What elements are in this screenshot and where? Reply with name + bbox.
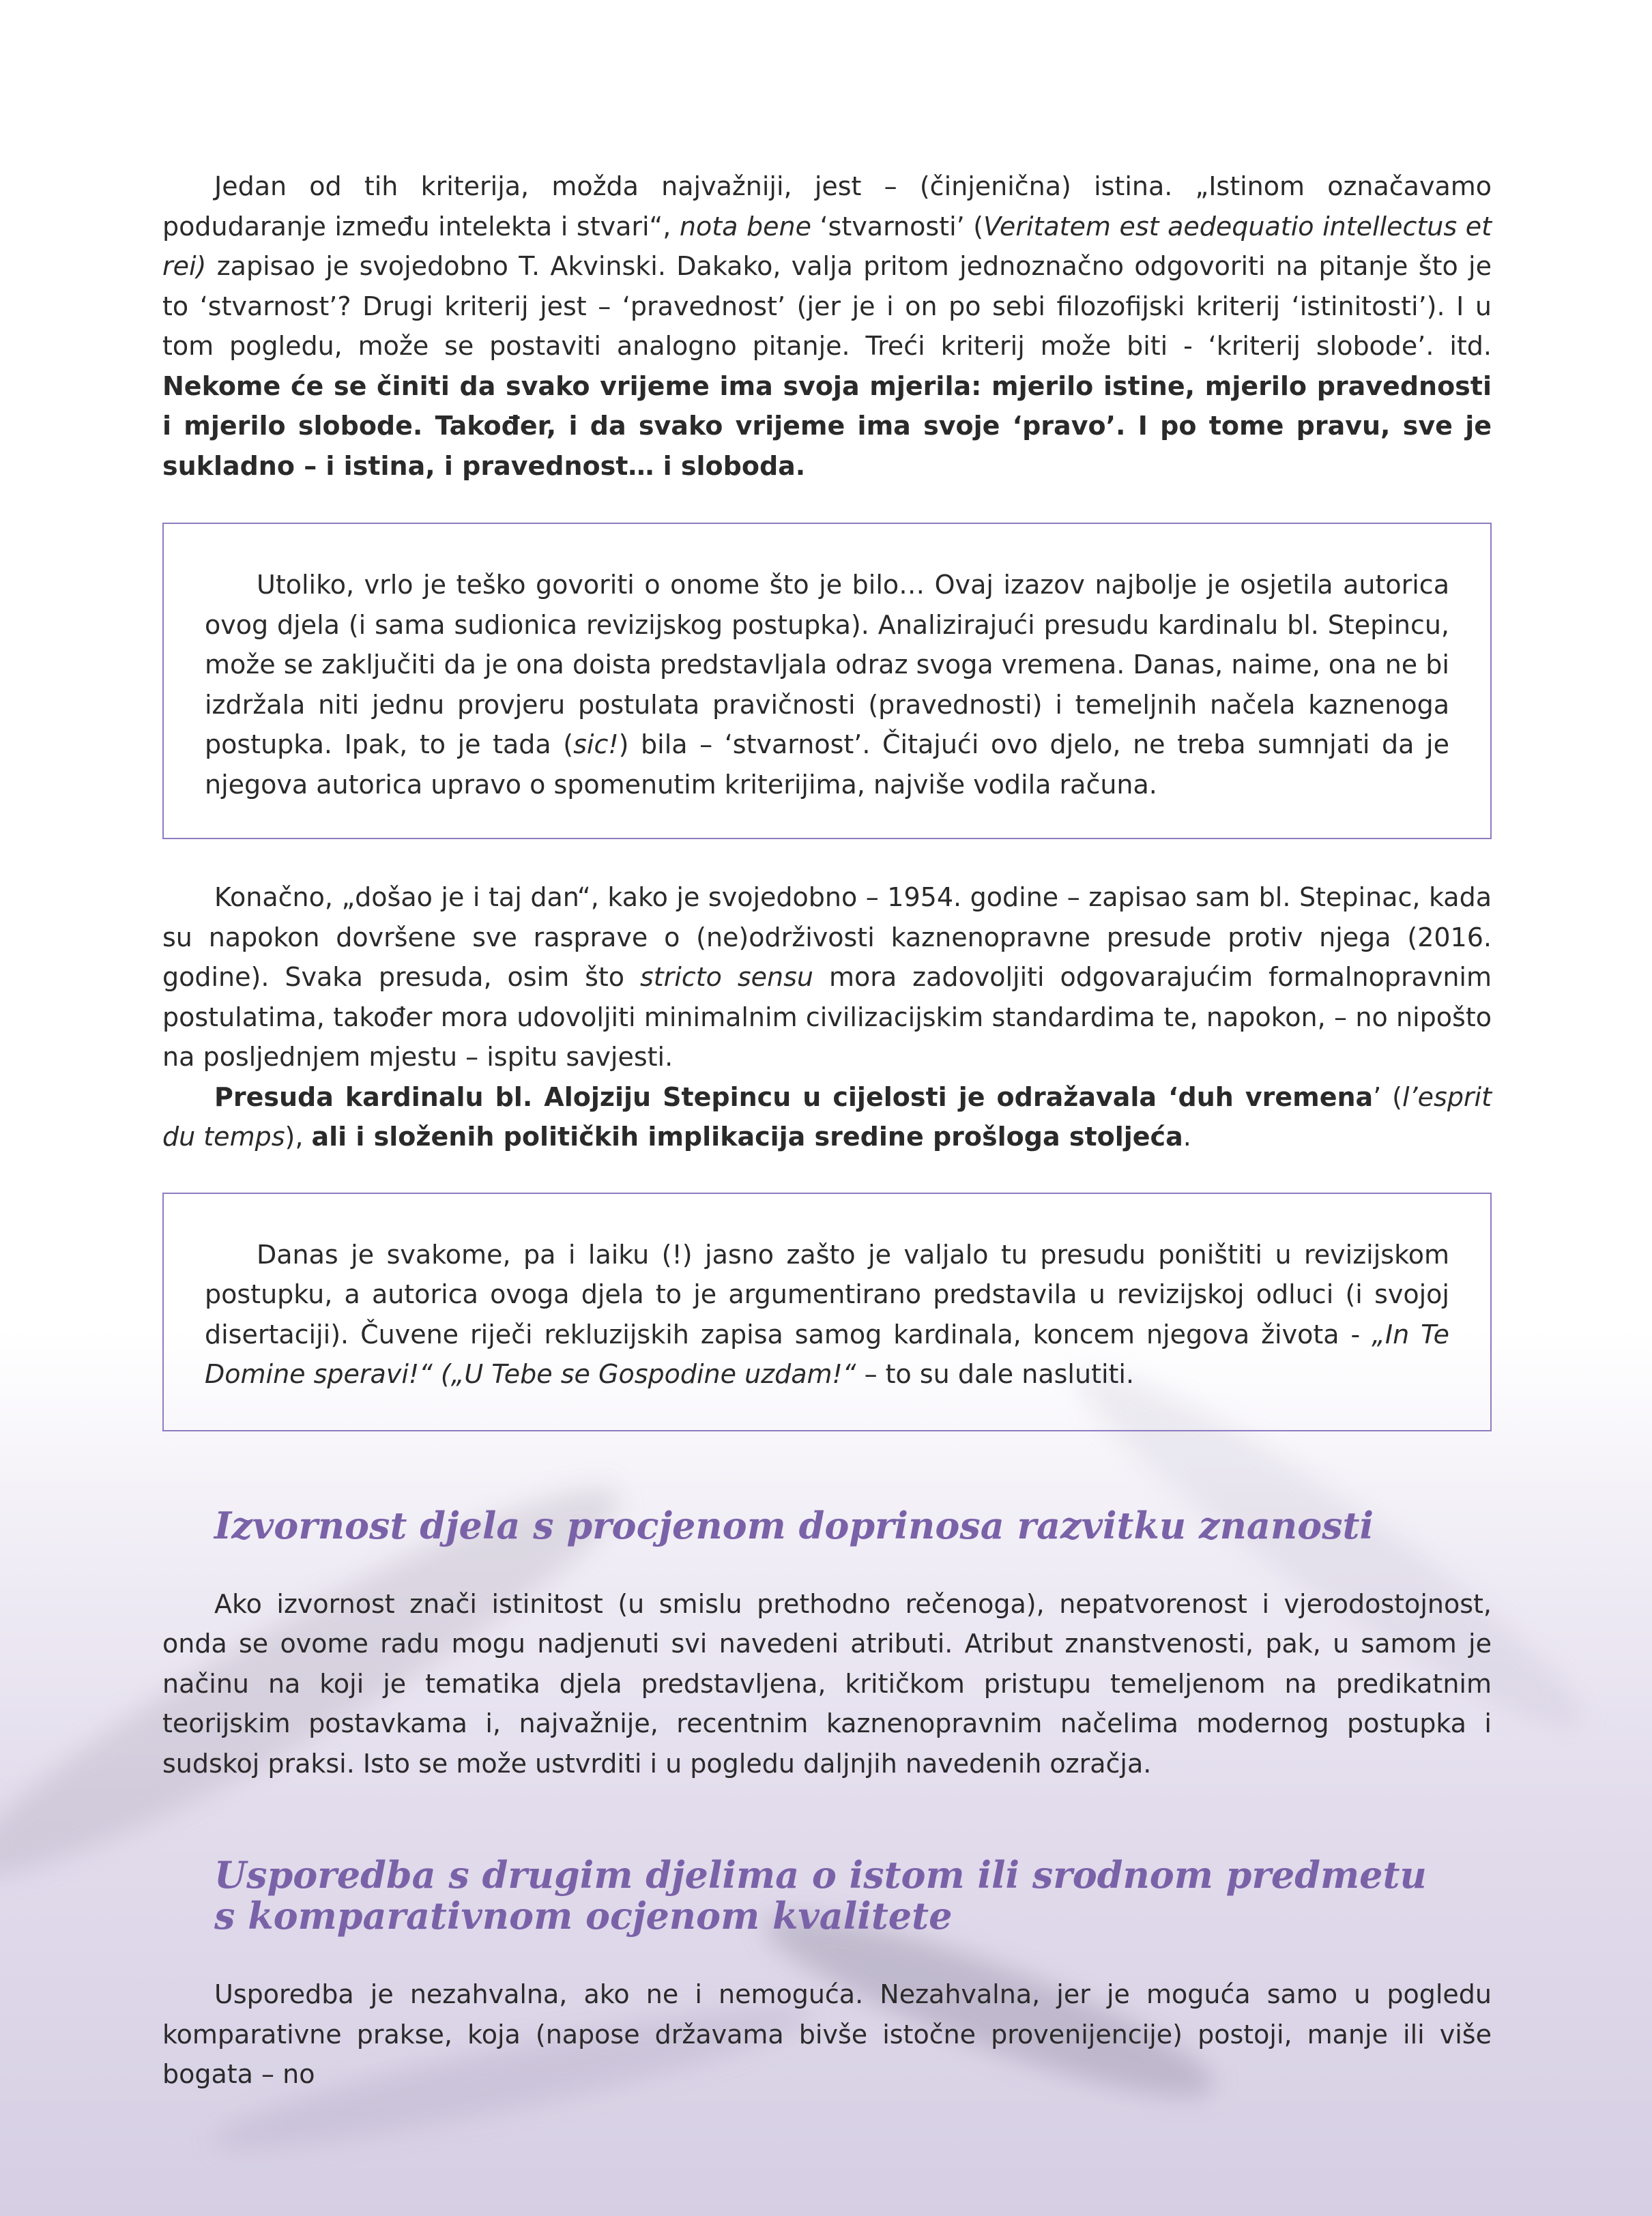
paragraph-criteria [162, 166, 1492, 486]
section-heading-originality: Izvornost djela s procjenom doprinosa razvitku znanosti [214, 1503, 1374, 1547]
text-run: Danas je svakome, pa i laiku (!) jasno zašto je valjalo tu presudu poništiti u revizijskom postupku, a autorica ovoga djela to je argumentirano predstavila u revizijskoj odluci (i svojoj disertaciji). Čuvene riječi rekluzijskih zapisa samog kardinala, koncem njegova života - [205, 1239, 1449, 1350]
italic-run: Veritatem est aedequatio intellectus et rei) [162, 211, 1492, 281]
quote-box-1 [162, 523, 1492, 839]
italic-run: sic! [573, 729, 619, 759]
italic-run: „In Te Domine speravi!“ („U Tebe se Gospodine uzdam!“ [205, 1319, 1450, 1389]
paragraph-comparison: Usporedba je nezahvalna, ako ne i nemoguća. Nezahvalna, jer je moguća samo u pogledu komparativne prakse, koja (napose državama bivše istočne provenijencije) postoji, manje ili više bogata – no [162, 1979, 1492, 2089]
bold-run: Presuda kardinalu bl. Alojziju Stepincu u cijelosti je odražavala ‘duh vremena [214, 1081, 1374, 1112]
text-run: Utoliko, vrlo je teško govoriti o onome što je bilo… Ovaj izazov najbolje je osjetila autorica ovog djela (i sama sudionica revizijskog postupka). Analizirajući presudu kardinalu bl. Stepincu, može se zaključiti da je ona doista predstavljala odraz svoga vremena. Danas, naime, ona ne bi izdržala niti jednu provjeru postulata pravičnosti (pravednosti) i temeljnih načela kaznenoga postupka. Ipak, to je tada ( [205, 570, 1449, 759]
quote-box-1-text [205, 565, 1449, 804]
text-run: ) bila – ‘stvarnost’. Čitajući ovo djelo, ne treba sumnjati da je njegova autorica upravo o spomenutim kriterijima, najviše vodila računa. [205, 729, 1449, 800]
heading-line: s komparativnom ocjenom kvalitete [214, 1894, 953, 1938]
text-run: ‘stvarnosti’ ( [811, 211, 984, 242]
text-run: ’ ( [1373, 1081, 1402, 1112]
text-run: . [1183, 1122, 1191, 1152]
text-run: mora zadovoljiti odgovarajućim formalnopravnim postulatima, također mora udovoljiti minimalnim civilizacijskim standardima te, napokon, – no nipošto na posljednjem mjestu – ispitu savjesti. [162, 962, 1492, 1072]
heading-line: Usporedba s drugim djelima o istom ili srodnom predmetu [214, 1853, 1427, 1897]
section-heading-comparison [162, 1854, 1492, 1936]
quote-box-2-text [205, 1235, 1449, 1395]
italic-run: l’esprit du temps [162, 1081, 1492, 1152]
paragraph-verdict [162, 1077, 1492, 1157]
text-run: zapisao je svojedobno T. Akvinski. Dakako, valja pritom jednoznačno odgovoriti na pitanje što je to ‘stvarnost’? Drugi kriterij jest – ‘pravednost’ (jer je i on po sebi filozofijski kriterij ‘istinitosti’). I u tom pogledu, može se postaviti analogno pitanje. Treći kriterij može biti - ‘kriterij slobode’. itd. [162, 251, 1492, 361]
bold-run: ali i složenih političkih implikacija sredine prošloga stoljeća [311, 1122, 1183, 1152]
page-content [162, 166, 1492, 2095]
paragraph-originality: Ako izvornost znači istinitost (u smislu prethodno rečenoga), nepatvorenost i vjerodostojnost, onda se ovome radu mogu nadjenuti svi navedeni atributi. Atribut znanstvenosti, pak, u samom je načinu na koji je tematika djela predstavljena, kritičkom pristupu temeljenom na predikatnim teorijskim postavkama i, najvažnije, recentnim kaznenopravnim načelima modernog postupka i sudskoj praksi. Isto se može ustvrditi i u pogledu daljnjih navedenih ozračja. [162, 1588, 1492, 1779]
italic-run: nota bene [679, 211, 811, 242]
text-run: Konačno, „došao je i taj dan“, kako je svojedobno – 1954. godine – zapisao sam bl. Stepinac, kada su napokon dovršene sve rasprave o (ne)održivosti kaznenopravne presude protiv njega (2016. godine). Svaka presuda, osim što [162, 882, 1492, 992]
text-run: Jedan od tih kriterija, možda najvažniji, jest – (činjenična) istina. „Istinom označavamo podudaranje između intelekta i stvari“, [162, 171, 1492, 242]
quote-box-2 [162, 1193, 1492, 1431]
italic-run: stricto sensu [639, 962, 814, 992]
text-run: ), [285, 1122, 312, 1152]
bold-run: Nekome će se činiti da svako vrijeme ima svoja mjerila: mjerilo istine, mjerilo pravednosti i mjerilo slobode. Također, i da svako vrijeme ima svoje ‘pravo’. I po tome pravu, sve je sukladno – i istina, i pravednost… i sloboda. [162, 370, 1492, 481]
paragraph-finally [162, 877, 1492, 1077]
text-run: – to su dale naslutiti. [856, 1359, 1135, 1389]
